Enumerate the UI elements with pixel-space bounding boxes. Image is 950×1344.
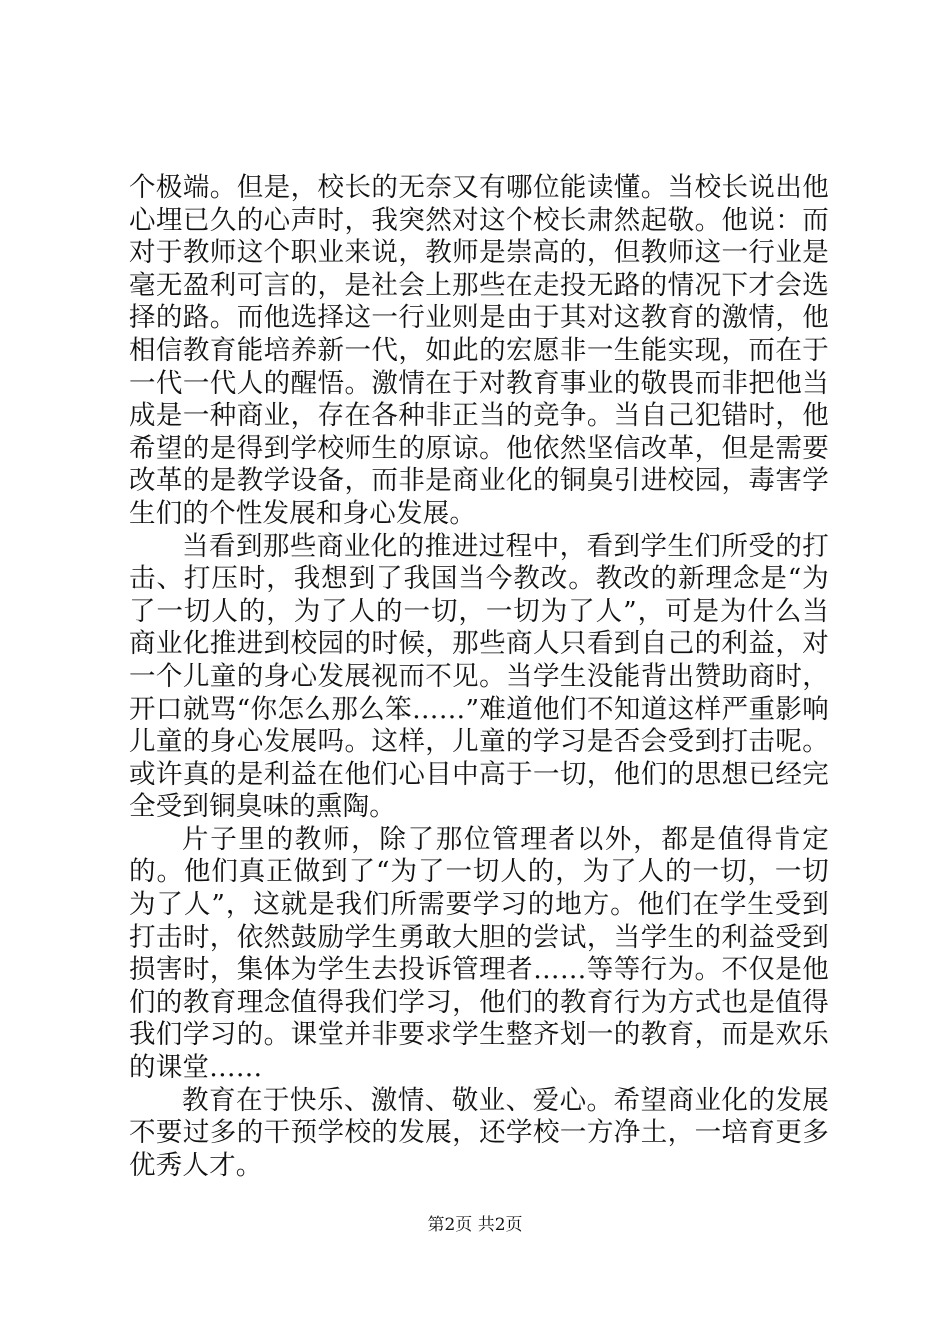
body-paragraph-3: 片子里的教师，除了那位管理者以外，都是值得肯定的。他们真正做到了“为了一切人的，为了人的一切，一切为了人”，这就是我们所需要学习的地方。他们在学生受到打击时，依然鼓励学生勇敢大胆的尝试，当学生的利益受到损害时，集体为学生去投诉管理者……等等行为。不仅是他们的教育理念值得我们学习，他们的教育行为方式也是值得我们学习的。课堂并非要求学生整齐划一的教育，而是欢乐的课堂…… bbox=[129, 823, 829, 1084]
body-paragraph-2: 当看到那些商业化的推进过程中，看到学生们所受的打击、打压时，我想到了我国当今教改。教改的新理念是“为了一切人的，为了人的一切，一切为了人”，可是为什么当商业化推进到校园的时候，那些商人只看到自己的利益，对一个儿童的身心发展视而不见。当学生没能背出赞助商时，开口就骂“你怎么那么笨……”难道他们不知道这样严重影响儿童的身心发展吗。这样，儿童的学习是否会受到打击呢。或许真的是利益在他们心目中高于一切，他们的思想已经完全受到铜臭味的熏陶。 bbox=[129, 530, 829, 823]
document-body bbox=[129, 172, 829, 1182]
body-paragraph-1: 个极端。但是，校长的无奈又有哪位能读懂。当校长说出他心埋已久的心声时，我突然对这个校长肃然起敬。他说：而对于教师这个职业来说，教师是崇高的，但教师这一行业是毫无盈利可言的，是社会上那些在走投无路的情况下才会选择的路。而他选择这一行业则是由于其对这教育的激情，他相信教育能培养新一代，如此的宏愿非一生能实现，而在于一代一代人的醒悟。激情在于对教育事业的敬畏而非把他当成是一种商业，存在各种非正当的竞争。当自己犯错时，他希望的是得到学校师生的原谅。他依然坚信改革，但是需要改革的是教学设备，而非是商业化的铜臭引进校园，毒害学生们的个性发展和身心发展。 bbox=[129, 172, 829, 529]
page-number-footer: 第2页 共2页 bbox=[427, 1215, 523, 1235]
body-paragraph-4: 教育在于快乐、激情、敬业、爱心。希望商业化的发展不要过多的干预学校的发展，还学校一方净土，一培育更多优秀人才。 bbox=[129, 1084, 829, 1181]
